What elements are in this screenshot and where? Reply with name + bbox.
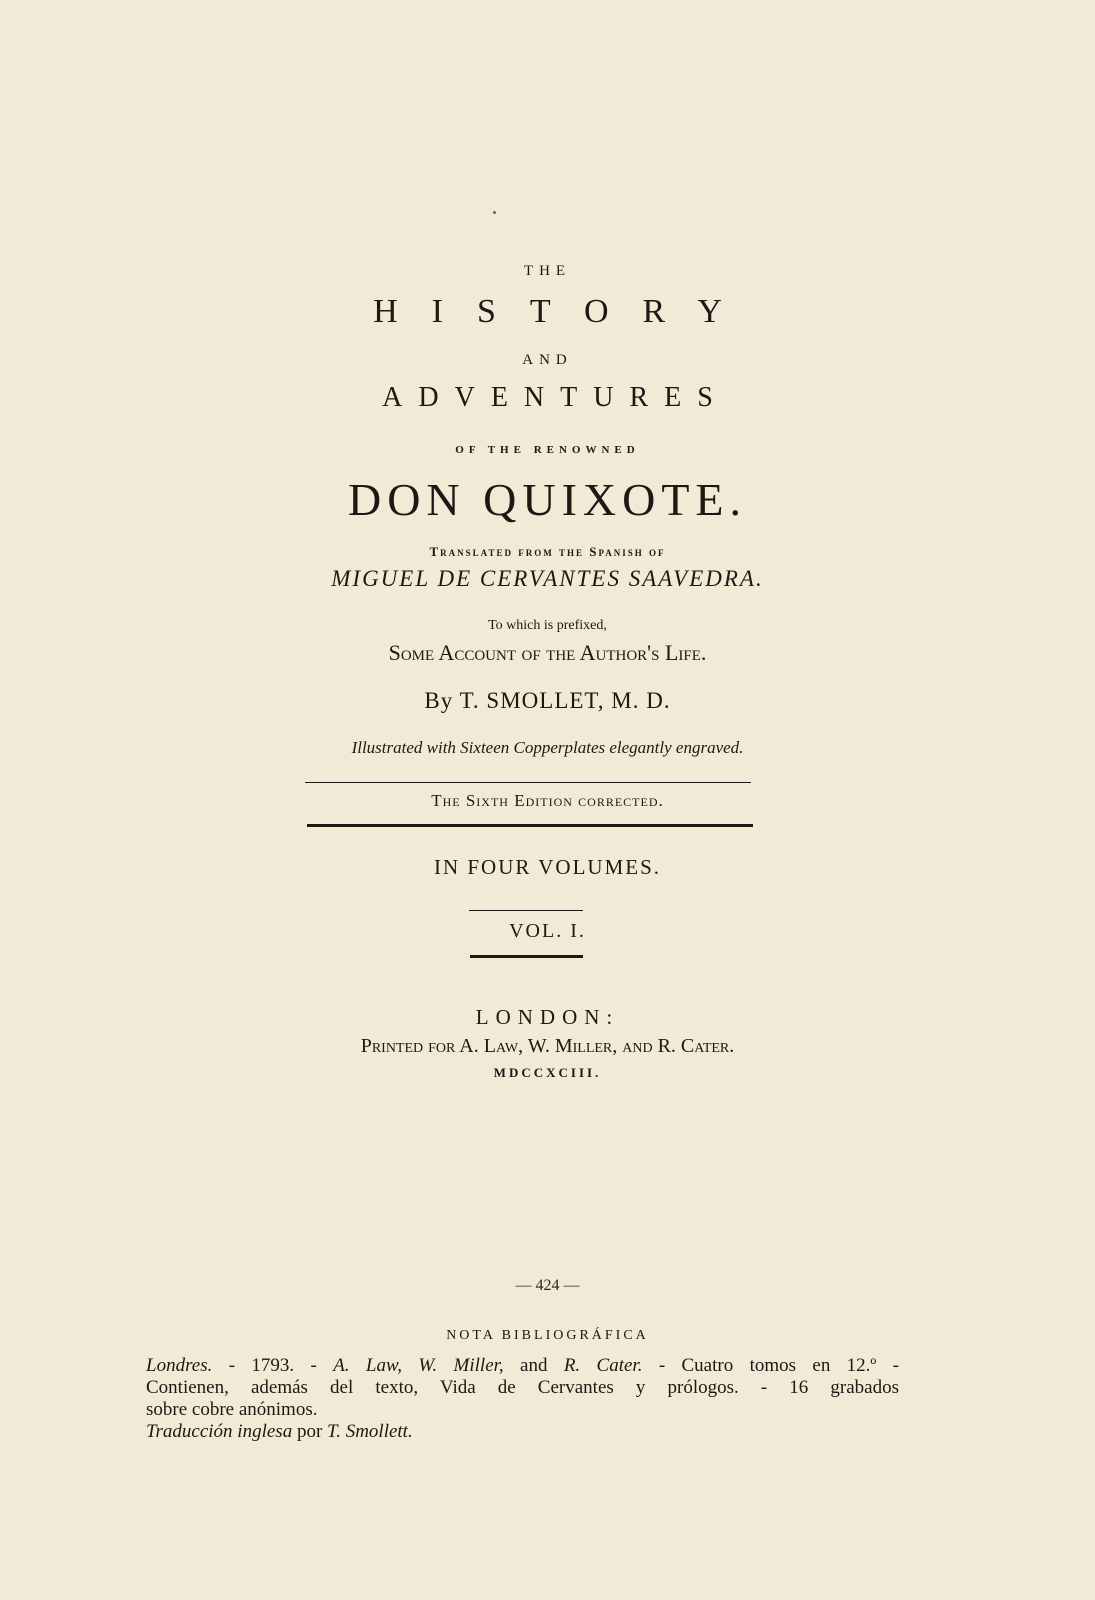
edition-line: The Sixth Edition corrected. [431,791,664,810]
translated-from-line: Translated from the Spanish of [429,544,666,559]
rule-bottom-edition [307,824,753,827]
prefixed-line: To which is prefixed, [488,618,607,633]
title-and: AND [522,352,573,368]
note-translator: T. Smollett. [327,1421,413,1442]
title-of-the-renowned: OF THE RENOWNED [455,444,640,456]
note-publisher-1: A. Law, W. Miller, [333,1355,504,1376]
page-number: — 424 — [515,1277,580,1294]
rule-top-edition [305,782,751,783]
speck-mark [493,211,496,214]
imprint-printers: Printed for A. Law, W. Miller, and R. Cater. [360,1035,735,1057]
note-line-4 [146,1421,899,1443]
account-line: Some Account of the Author's Life. [388,640,707,665]
note-line-3: sobre cobre anónimos. [146,1399,318,1420]
volumes-line: IN FOUR VOLUMES. [433,855,662,879]
illustrated-line: Illustrated with Sixteen Copperplates elegantly engraved. [351,738,744,757]
translator-line: By T. SMOLLET, M. D. [424,688,671,713]
note-publisher-2: R. Cater. [563,1355,643,1376]
title-history: HISTORY [373,293,756,330]
note-translation: Traducción inglesa [146,1421,293,1442]
volume-number: VOL. I. [509,920,586,942]
title-the: THE [523,263,572,279]
note-year: - 1793. - [212,1355,334,1376]
rule-bottom-vol [470,955,583,958]
note-line-2: Contienen, además del texto, Vida de Cervantes y prólogos. - 16 grabados [146,1377,899,1398]
imprint-year: MDCCXCIII. [493,1065,602,1080]
note-line-1 [146,1355,899,1377]
imprint-place: LONDON: [475,1005,620,1029]
note-volumes: - Cuatro tomos en 12.º - [642,1355,900,1376]
note-heading: NOTA BIBLIOGRÁFICA [446,1328,649,1343]
note-por: por [292,1421,328,1442]
note-and: and [503,1355,564,1376]
rule-top-vol [469,910,583,911]
bibliographic-note [146,1355,899,1443]
author-name: MIGUEL DE CERVANTES SAAVEDRA. [331,566,764,591]
note-place: Londres. [146,1355,213,1376]
title-don-quixote: DON QUIXOTE. [347,474,748,525]
title-adventures: ADVENTURES [382,382,729,413]
